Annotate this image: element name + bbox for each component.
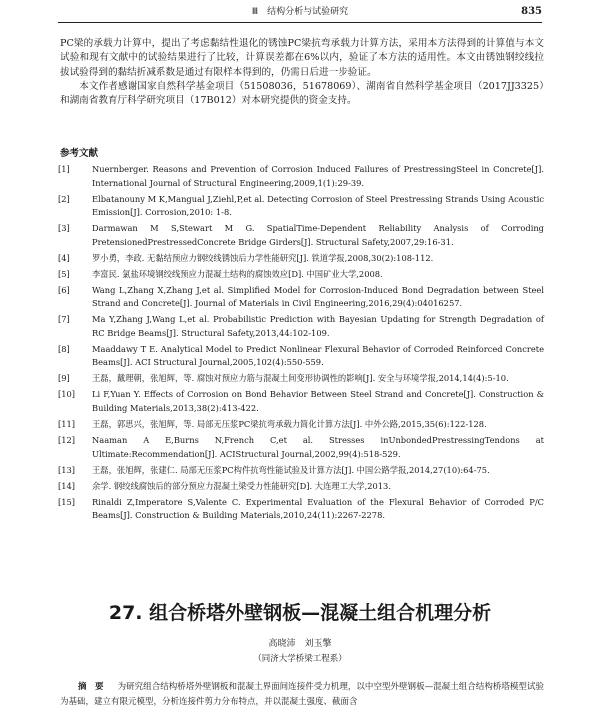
reference-text: Nuernberger. Reasons and Prevention of Corrosion Induced Failures of PrestressingSteel in Concrete[J]. International Journal of Structural Engineering,2009,1(1):29-39. bbox=[92, 164, 544, 188]
reference-text: Ma Y,Zhang J,Wang L,et al. Probabilistic Prediction with Bayesian Updating for Strength Degradation of RC Bridge Beams[J]. Structural Safety,2013,44:102-109. bbox=[92, 314, 544, 338]
body-text bbox=[60, 37, 544, 108]
reference-text: Wang L,Zhang X,Zhang J,et al. Simplified Model for Corrosion-Induced Bond Degradation between Steel Strand and Concrete[J]. Journal of Materials in Civil Engineering,2016,29(4):04016257. bbox=[92, 284, 544, 309]
reference-item bbox=[58, 268, 544, 282]
running-header bbox=[58, 4, 542, 23]
reference-number: [5] bbox=[58, 268, 70, 279]
acknowledgement-paragraph: 本文作者感谢国家自然科学基金项目（51508036，51678069）、湖南省自然科学基金项目（2017JJ3325）和湖南省教育厅科学研究项目（17B012）对本研究提供的资金支持。 bbox=[60, 80, 544, 107]
reference-item bbox=[58, 313, 544, 340]
paper-title: 27. 组合桥塔外壁钢板—混凝土组合机理分析 bbox=[108, 602, 492, 624]
reference-number: [4] bbox=[58, 252, 70, 263]
reference-number: [2] bbox=[58, 193, 70, 204]
reference-text: 罗小勇，李政. 无黏结预应力钢绞线锈蚀后力学性能研究[J]. 铁道学报,2008,30(2):108-112. bbox=[92, 252, 434, 263]
reference-text: Maaddawy T E. Analytical Model to Predict Nonlinear Flexural Behavior of Corroded Reinforced Concrete Beams[J]. ACI Structural Journal,2005,102(4):550-559. bbox=[92, 343, 544, 368]
reference-item bbox=[58, 372, 544, 386]
reference-number: [7] bbox=[58, 314, 70, 325]
abstract bbox=[60, 680, 544, 710]
reference-number: [9] bbox=[58, 373, 70, 384]
reference-number: [15] bbox=[58, 496, 76, 507]
reference-number: [1] bbox=[58, 164, 70, 174]
reference-number: [14] bbox=[58, 480, 76, 491]
reference-item bbox=[58, 434, 544, 461]
reference-text: Rinaldi Z,Imperatore S,Valente C. Experimental Evaluation of the Flexural Behavior of Corroded P/C Beams[J]. Construction & Building Materials,2010,24(11):2267-2278. bbox=[92, 496, 544, 521]
abstract-text: 为研究组合结构桥塔外壁钢板和混凝土界面间连接件受力机理，以中空型外壁钢板—混凝土组合结构桥塔模型试验为基础，建立有限元模型，分析连接件剪力分布特点，并以混凝土强度、截面含 bbox=[60, 682, 544, 707]
body-paragraph: PC梁的承载力计算中，提出了考虑黏结性退化的锈蚀PC梁抗弯承载力计算方法，采用本方法得到的计算值与本文试验和现有文献中的试验结果进行了比较，计算误差都在6%以内，验证了本方法的适用性。本文由锈蚀钢绞线拉拔试验得到的黏结折减系数是通过有限样本得到的，仍需日后进一步验证。 bbox=[60, 38, 544, 78]
reference-item bbox=[58, 418, 544, 432]
reference-number: [6] bbox=[58, 284, 70, 295]
reference-item bbox=[58, 163, 544, 190]
reference-text: Darmawan M S,Stewart M G. SpatialTime-Dependent Reliability Analysis of Corroding PretensionedPrestressedConcrete Bridge Girders[J]. Structural Safety,2007,29:16-31. bbox=[92, 223, 544, 247]
reference-item bbox=[58, 222, 544, 249]
reference-text: 王磊，戴理朝，张旭辉，等. 腐蚀对预应力筋与混凝土间变形协调性的影响[J]. 安全与环境学报,2014,14(4):5-10. bbox=[92, 373, 509, 384]
reference-text: 王磊，张旭辉，张建仁. 局部无压浆PC构件抗弯性能试验及计算方法[J]. 中国公路学报,2014,27(10):64-75. bbox=[92, 464, 490, 475]
reference-item bbox=[58, 343, 544, 370]
reference-list bbox=[58, 163, 544, 525]
reference-item bbox=[58, 193, 544, 220]
reference-number: [11] bbox=[58, 419, 76, 429]
reference-text: 余学. 钢绞线腐蚀后的部分预应力混凝土梁受力性能研究[D]. 大连理工大学,2013. bbox=[92, 480, 391, 491]
reference-item bbox=[58, 284, 544, 311]
reference-text: 王磊，郭思兴，张旭辉，等. 局部无压浆PC梁抗弯承载力简化计算方法[J]. 中外公路,2015,35(6):122-128. bbox=[92, 419, 487, 429]
reference-item bbox=[58, 464, 544, 478]
reference-item bbox=[58, 480, 544, 494]
reference-text: 李富民. 氯盐环境钢绞线预应力混凝土结构的腐蚀效应[D]. 中国矿业大学,2008. bbox=[92, 268, 383, 279]
reference-item bbox=[58, 388, 544, 415]
reference-text: Li F,Yuan Y. Effects of Corrosion on Bond Behavior Between Steel Strand and Concrete[J]. Construction & Building Materials,2013,38(2):413-422. bbox=[92, 389, 544, 414]
references-heading: 参考文献 bbox=[60, 148, 99, 159]
reference-number: [8] bbox=[58, 343, 70, 354]
paper-affiliation: （同济大学桥梁工程系） bbox=[253, 654, 347, 664]
reference-number: [13] bbox=[58, 464, 76, 475]
reference-number: [12] bbox=[58, 434, 76, 445]
reference-text: Naaman A E,Burns N,French C,et al. Stresses inUnbondedPrestressingTendons at Ultimate:Recommendation[J]. ACIStructural Journal,2002,99(4):518-529. bbox=[92, 434, 544, 459]
page-number: 835 bbox=[521, 6, 542, 17]
reference-text: Elbatanouny M K,Mangual J,Ziehl,P,et al. Detecting Corrosion of Steel Prestressing Strands Using Acoustic Emission[J]. Corrosion,2010: 1-8. bbox=[92, 193, 544, 218]
header-section-title: Ⅲ 结构分析与试验研究 bbox=[251, 7, 349, 17]
reference-item bbox=[58, 496, 544, 523]
reference-number: [3] bbox=[58, 223, 70, 234]
reference-item bbox=[58, 252, 544, 266]
abstract-label: 摘 要 bbox=[78, 682, 104, 692]
reference-number: [10] bbox=[58, 389, 76, 400]
paper-authors: 高晓沛 刘玉擎 bbox=[268, 639, 332, 649]
